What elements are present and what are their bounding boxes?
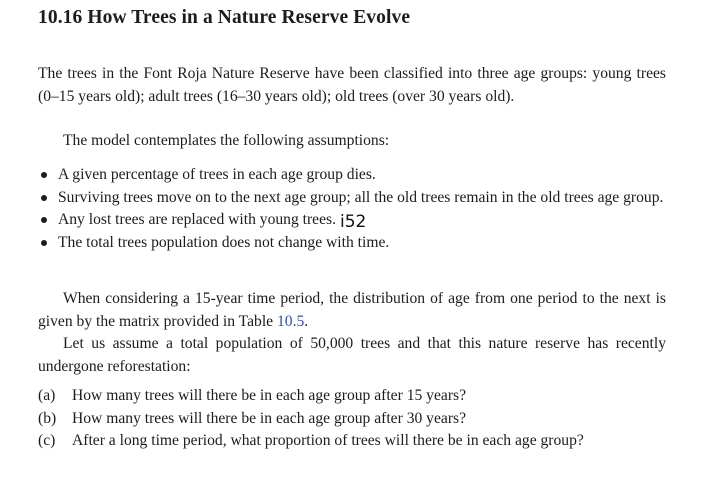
question-item bbox=[38, 385, 666, 408]
assumption-item: The total trees population does not change with time. bbox=[38, 232, 666, 255]
question-text: After a long time period, what proportion of trees will there be in each age group? bbox=[72, 432, 584, 449]
question-text: How many trees will there be in each age group after 30 years? bbox=[72, 409, 467, 427]
period-text-end: . bbox=[304, 312, 309, 330]
question-label: (b) bbox=[38, 409, 57, 427]
period-text: When considering a 15-year time period, the distribution of age from one period to the next is given by the matrix provided in Table bbox=[38, 290, 666, 330]
questions-list bbox=[38, 385, 666, 453]
assumption-item: A given percentage of trees in each age group dies. bbox=[38, 164, 666, 187]
intro-paragraph: The trees in the Font Roja Nature Reserve have been classified into three age groups: young trees (0–15 years old); adult trees (16–30 years old); old trees (over 30 years old). bbox=[38, 65, 666, 105]
question-label: (c) bbox=[38, 432, 56, 449]
population-paragraph: Let us assume a total population of 50,000 trees and that this nature reserve has recently undergone reforestation: bbox=[38, 335, 666, 375]
overlay-label: i52 bbox=[340, 212, 367, 232]
section-title: 10.16 How Trees in a Nature Reserve Evolve bbox=[38, 7, 411, 28]
period-paragraph bbox=[38, 288, 666, 333]
question-item bbox=[38, 408, 666, 431]
question-item bbox=[38, 430, 666, 453]
assumptions-lead: The model contemplates the following assumptions: bbox=[63, 132, 390, 149]
question-text: How many trees will there be in each age group after 15 years? bbox=[72, 387, 467, 404]
table-reference-link[interactable]: 10.5 bbox=[276, 312, 305, 330]
assumption-item: Any lost trees are replaced with young trees. bbox=[38, 209, 666, 232]
assumption-item: Surviving trees move on to the next age group; all the old trees remain in the old trees age group. bbox=[38, 187, 666, 210]
question-label: (a) bbox=[38, 387, 56, 404]
assumptions-list bbox=[38, 164, 666, 254]
